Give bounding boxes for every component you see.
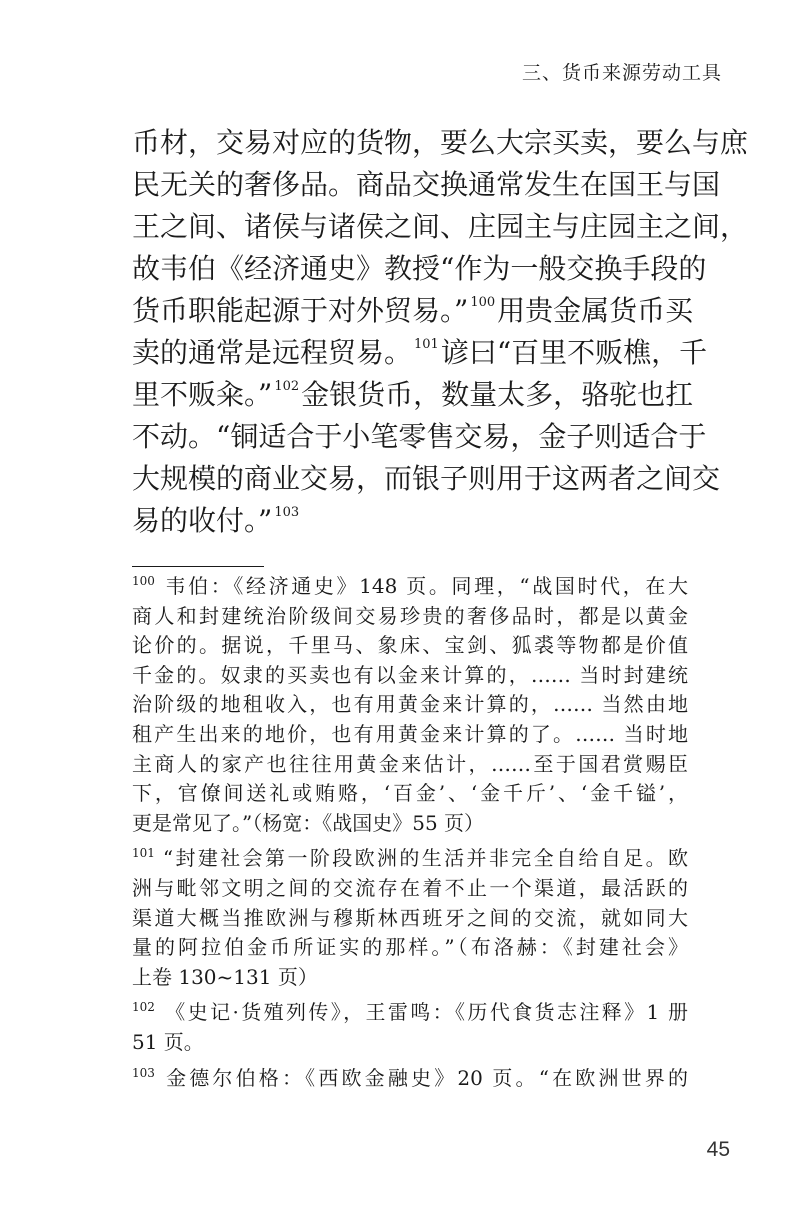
footnote-number: 100 [132, 574, 155, 588]
footnote-line: 渠道大概当推欧洲与穆斯林西班牙之间的交流，就如同大 [132, 905, 688, 930]
main-text [132, 122, 749, 542]
footnote-line: 治阶级的地租收入，也有用黄金来计算的，…… 当然由地 [132, 692, 688, 717]
footnote-ref[interactable]: 101 [414, 337, 439, 352]
footnote-number: 103 [132, 1065, 155, 1080]
running-header: 三、货币来源劳动工具 [521, 62, 722, 84]
footnote-ref[interactable]: 103 [274, 505, 300, 520]
footnote-line: 租产生出来的地价，也有用黄金来计算的了。…… 当时地 [132, 721, 688, 746]
footnote-line: 商人和封建统治阶级间交易珍贵的奢侈品时，都是以黄金 [132, 603, 688, 628]
footnote-number: 102 [132, 1000, 155, 1015]
footnote-line: 洲与毗邻文明之间的交流存在着不止一个渠道，最活跃的 [132, 875, 688, 900]
footnote-line: 论价的。据说，千里马、象床、宝剑、狐裘等物都是价值 [132, 633, 688, 658]
footnote-line: 下，官僚间送礼或贿赂，‘百金’、‘金千斤’、‘金千镒’， [132, 781, 688, 806]
footnote-line: 量的阿拉伯金币所证实的那样。”（布洛赫：《封建社会》 [132, 935, 688, 960]
footnote-102 [132, 998, 688, 1057]
footnotes [132, 572, 688, 1093]
body-line: 易的收付。” $^{103}$ [132, 504, 300, 537]
footnote-line: 主商人的家产也往往用黄金来估计，……至于国君赏赐臣 [132, 751, 688, 776]
body-line: 王之间、诸侯与诸侯之间、庄园主与庄园主之间， [132, 210, 749, 243]
footnote-number: 101 [132, 846, 155, 861]
footnote-line: $^{102}$ 《史记·货殖列传》，王雷鸣：《历代食货志注释》1 册 [132, 1000, 688, 1025]
footnote-100 [132, 572, 688, 838]
footnote-103 [132, 1064, 688, 1094]
footnote-line: $^{101}$ “封建社会第一阶段欧洲的生活并非完全自给自足。欧 [132, 846, 688, 871]
footnote-line: 更是常见了。”（杨宽：《战国史》55 页） [132, 810, 485, 835]
footnote-line: $^{103}$ 金德尔伯格：《西欧金融史》20 页。“在欧洲世界的 [132, 1065, 688, 1090]
body-line: 故韦伯《经济通史》教授“作为一般交换手段的 [132, 252, 707, 285]
body-line: 里不贩籴。” $^{102}$金银货币，数量太多，骆驼也扛 [132, 378, 694, 411]
footnote-line: $^{100}$ 韦伯：《经济通史》148 页。同理，“战国时代，在大 [132, 574, 688, 598]
footnote-ref[interactable]: 102 [274, 379, 300, 394]
footnote-line: 千金的。奴隶的买卖也有以金来计算的，…… 当时封建统 [132, 662, 688, 687]
footnote-line: 51 页。 [132, 1029, 204, 1054]
footnote-101 [132, 844, 688, 992]
body-line: 大规模的商业交易，而银子则用于这两者之间交 [132, 462, 721, 495]
footnote-separator [132, 566, 264, 567]
body-line: 卖的通常是远程贸易。 $^{101}$谚曰“百里不贩樵，千 [132, 336, 708, 369]
body-line: 货币职能起源于对外贸易。” $^{100}$用贵金属货币买 [132, 294, 694, 327]
body-line: 不动。“铜适合于小笔零售交易，金子则适合于 [132, 420, 707, 453]
page-number: 45 [706, 1138, 730, 1161]
footnote-ref[interactable]: 100 [470, 295, 496, 310]
footnote-line: 上卷 130~131 页） [132, 964, 318, 989]
body-line: 币材，交易对应的货物，要么大宗买卖，要么与庶 [132, 126, 749, 159]
body-line: 民无关的奢侈品。商品交换通常发生在国王与国 [132, 168, 721, 201]
